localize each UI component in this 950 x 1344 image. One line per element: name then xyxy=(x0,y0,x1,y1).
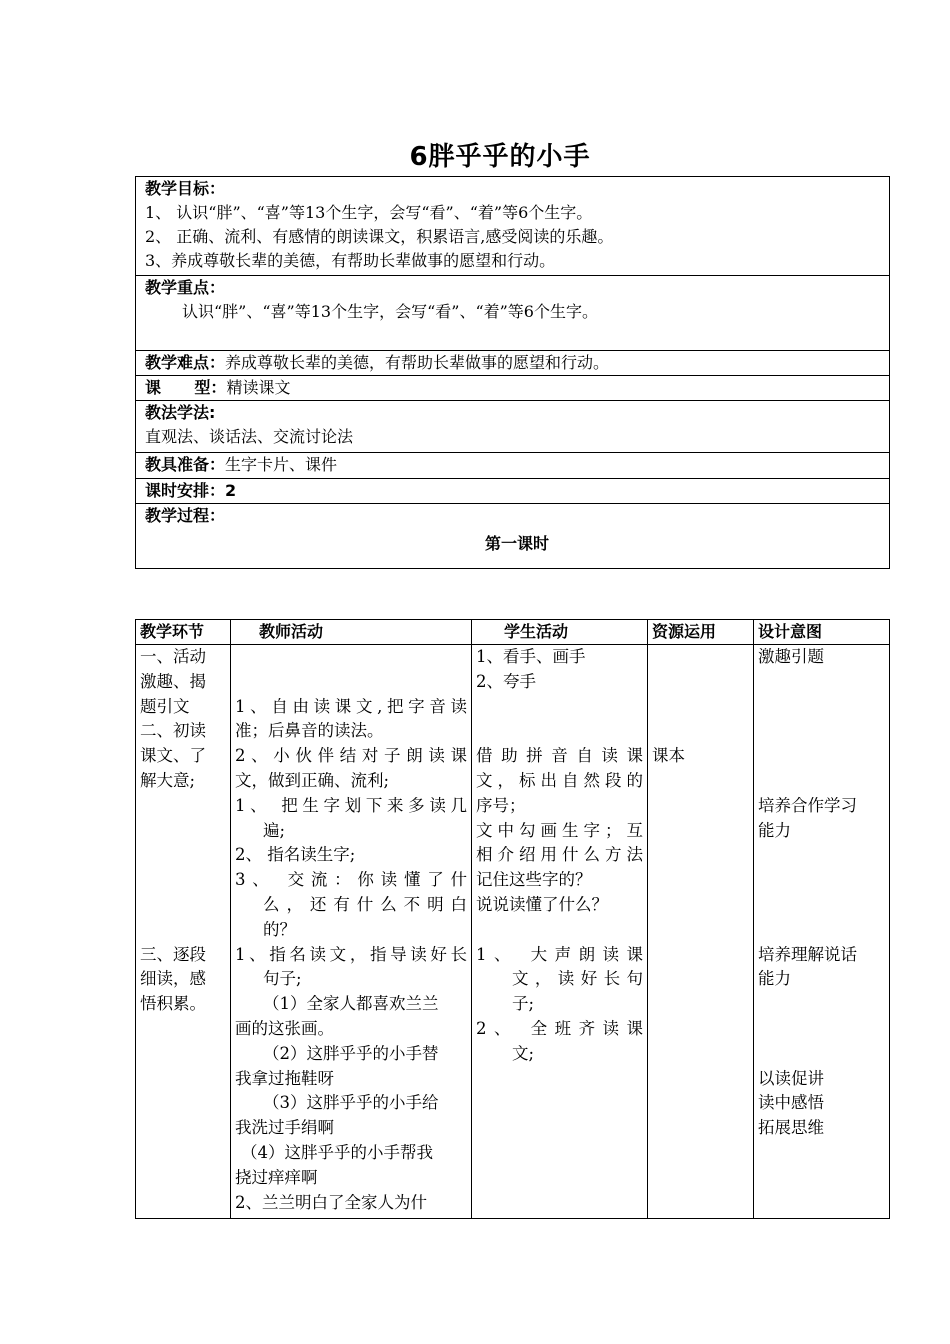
key-section xyxy=(135,276,890,351)
goal-line: 1、 认识“胖”、“喜”等13个生字，会写“看”、“着”等6个生字。 xyxy=(145,203,593,222)
tools-section xyxy=(135,453,890,479)
teacher-line: 的？ xyxy=(263,919,296,939)
intent-line: 能力 xyxy=(758,969,791,989)
type-text: 精读课文 xyxy=(226,378,291,397)
tools-label: 教具准备： xyxy=(145,455,226,474)
teacher-line: 我拿过拖鞋呀 xyxy=(235,1068,334,1088)
teacher-line: （1）全家人都喜欢兰兰 xyxy=(263,994,439,1014)
stage-line: 悟积累。 xyxy=(140,994,206,1014)
teacher-line: （2）这胖乎乎的小手替 xyxy=(263,1043,439,1063)
header-resource: 资源运用 xyxy=(648,620,754,645)
student-line: 序号； xyxy=(476,795,526,815)
goal-line: 2、 正确、流利、有感情的朗读课文，积累语言,感受阅读的乐趣。 xyxy=(145,227,614,246)
student-line: 文，读好长句 xyxy=(512,969,643,989)
teacher-cell xyxy=(231,645,472,1219)
stage-line: 课文、了 xyxy=(140,746,206,766)
difficulty-label: 教学难点： xyxy=(145,353,226,372)
header-student: 学生活动 xyxy=(472,620,648,645)
teacher-line: 1、自由读课文,把字音读 xyxy=(235,696,467,716)
method-label: 教法学法: xyxy=(145,403,216,422)
page-title: 6胖乎乎的小手 xyxy=(409,142,591,172)
teacher-line: 2、 指名读生字; xyxy=(235,845,356,865)
intent-cell xyxy=(754,645,890,1219)
intent-line: 培养合作学习 xyxy=(758,795,857,815)
teacher-line: 句子; xyxy=(263,969,302,989)
tools-text: 生字卡片、课件 xyxy=(225,455,338,474)
teacher-line: 1、指名读文，指导读好长 xyxy=(235,944,467,964)
process-table xyxy=(135,619,890,1219)
stage-line: 细读，感 xyxy=(140,969,206,989)
stage-line: 激趣、揭 xyxy=(140,671,206,691)
teacher-line: 么，还有什么不明白 xyxy=(263,894,467,914)
student-line: 记住这些字的？ xyxy=(476,870,592,890)
key-text: 认识“胖”、“喜”等13个生字，会写“看”、“着”等6个生字。 xyxy=(182,302,598,321)
goals-section xyxy=(135,176,890,276)
intent-line: 以读促讲 xyxy=(758,1068,824,1088)
hours-label: 课时安排：2 xyxy=(145,481,237,500)
header-intent: 设计意图 xyxy=(754,620,890,645)
student-line: 2、 全班齐读课 xyxy=(476,1018,643,1038)
session-title: 第一课时 xyxy=(484,534,549,553)
method-section xyxy=(135,401,890,453)
teacher-line: （3）这胖乎乎的小手给 xyxy=(263,1093,439,1113)
header-row xyxy=(136,620,890,645)
stage-line: 二、初读 xyxy=(140,721,206,741)
header-teacher: 教师活动 xyxy=(231,620,472,645)
teacher-line: （4）这胖乎乎的小手帮我 xyxy=(241,1142,433,1162)
type-label: 课 型： xyxy=(145,378,227,397)
goal-line: 3、养成尊敬长辈的美德，有帮助长辈做事的愿望和行动。 xyxy=(145,251,556,270)
teacher-line: 文，做到正确、流利; xyxy=(235,770,390,790)
stage-line: 解大意; xyxy=(140,770,196,790)
student-line: 说说读懂了什么？ xyxy=(476,894,608,914)
stage-line: 一、活动 xyxy=(140,647,206,666)
stage-line: 题引文 xyxy=(140,696,190,716)
header-stage: 教学环节 xyxy=(136,620,231,645)
intent-line: 读中感悟 xyxy=(758,1093,824,1113)
teacher-line: 我洗过手绢啊 xyxy=(235,1118,334,1138)
student-line: 1、看手、画手 xyxy=(476,647,586,666)
type-section xyxy=(135,376,890,401)
stage-line: 三、逐段 xyxy=(140,944,206,964)
student-line: 文，标出自然段的 xyxy=(476,770,643,790)
teacher-line: 画的这张画。 xyxy=(235,1018,334,1038)
teacher-line: 2、小伙伴结对子朗读课 xyxy=(235,746,467,766)
student-line: 子; xyxy=(512,994,535,1014)
teacher-line: 1、 把生字划下来多读几 xyxy=(235,795,467,815)
intent-line: 拓展思维 xyxy=(758,1118,824,1138)
student-cell xyxy=(472,645,648,1219)
student-line: 文; xyxy=(512,1043,535,1063)
teacher-line: 挠过痒痒啊 xyxy=(235,1167,318,1187)
goals-label: 教学目标： xyxy=(145,179,226,198)
student-line: 相介绍用什么方法 xyxy=(476,845,643,865)
student-line: 2、夸手 xyxy=(476,671,536,691)
student-line: 借助拼音自读课 xyxy=(476,746,643,766)
process-label: 教学过程： xyxy=(145,506,226,525)
resource-cell xyxy=(648,645,754,1219)
teacher-line: 准；后鼻音的读法。 xyxy=(235,721,384,741)
intent-line: 激趣引题 xyxy=(758,647,824,666)
intent-line: 培养理解说话 xyxy=(758,944,857,964)
intent-line: 能力 xyxy=(758,820,791,840)
process-header-section xyxy=(135,504,890,569)
method-text: 直观法、谈话法、交流讨论法 xyxy=(145,427,354,446)
content-row xyxy=(136,645,890,1219)
difficulty-section xyxy=(135,351,890,376)
teacher-line: 遍; xyxy=(263,820,286,840)
hours-section xyxy=(135,479,890,504)
difficulty-text: 养成尊敬长辈的美德，有帮助长辈做事的愿望和行动。 xyxy=(225,353,610,372)
teacher-line: 2、兰兰明白了全家人为什 xyxy=(235,1192,427,1212)
key-label: 教学重点： xyxy=(145,278,226,297)
student-line: 文中勾画生字；互 xyxy=(476,820,643,840)
student-line: 1、 大声朗读课 xyxy=(476,944,643,964)
resource-line: 课本 xyxy=(652,746,685,766)
stage-cell xyxy=(136,645,231,1219)
teacher-line: 3、 交流：你读懂了什 xyxy=(235,870,467,890)
